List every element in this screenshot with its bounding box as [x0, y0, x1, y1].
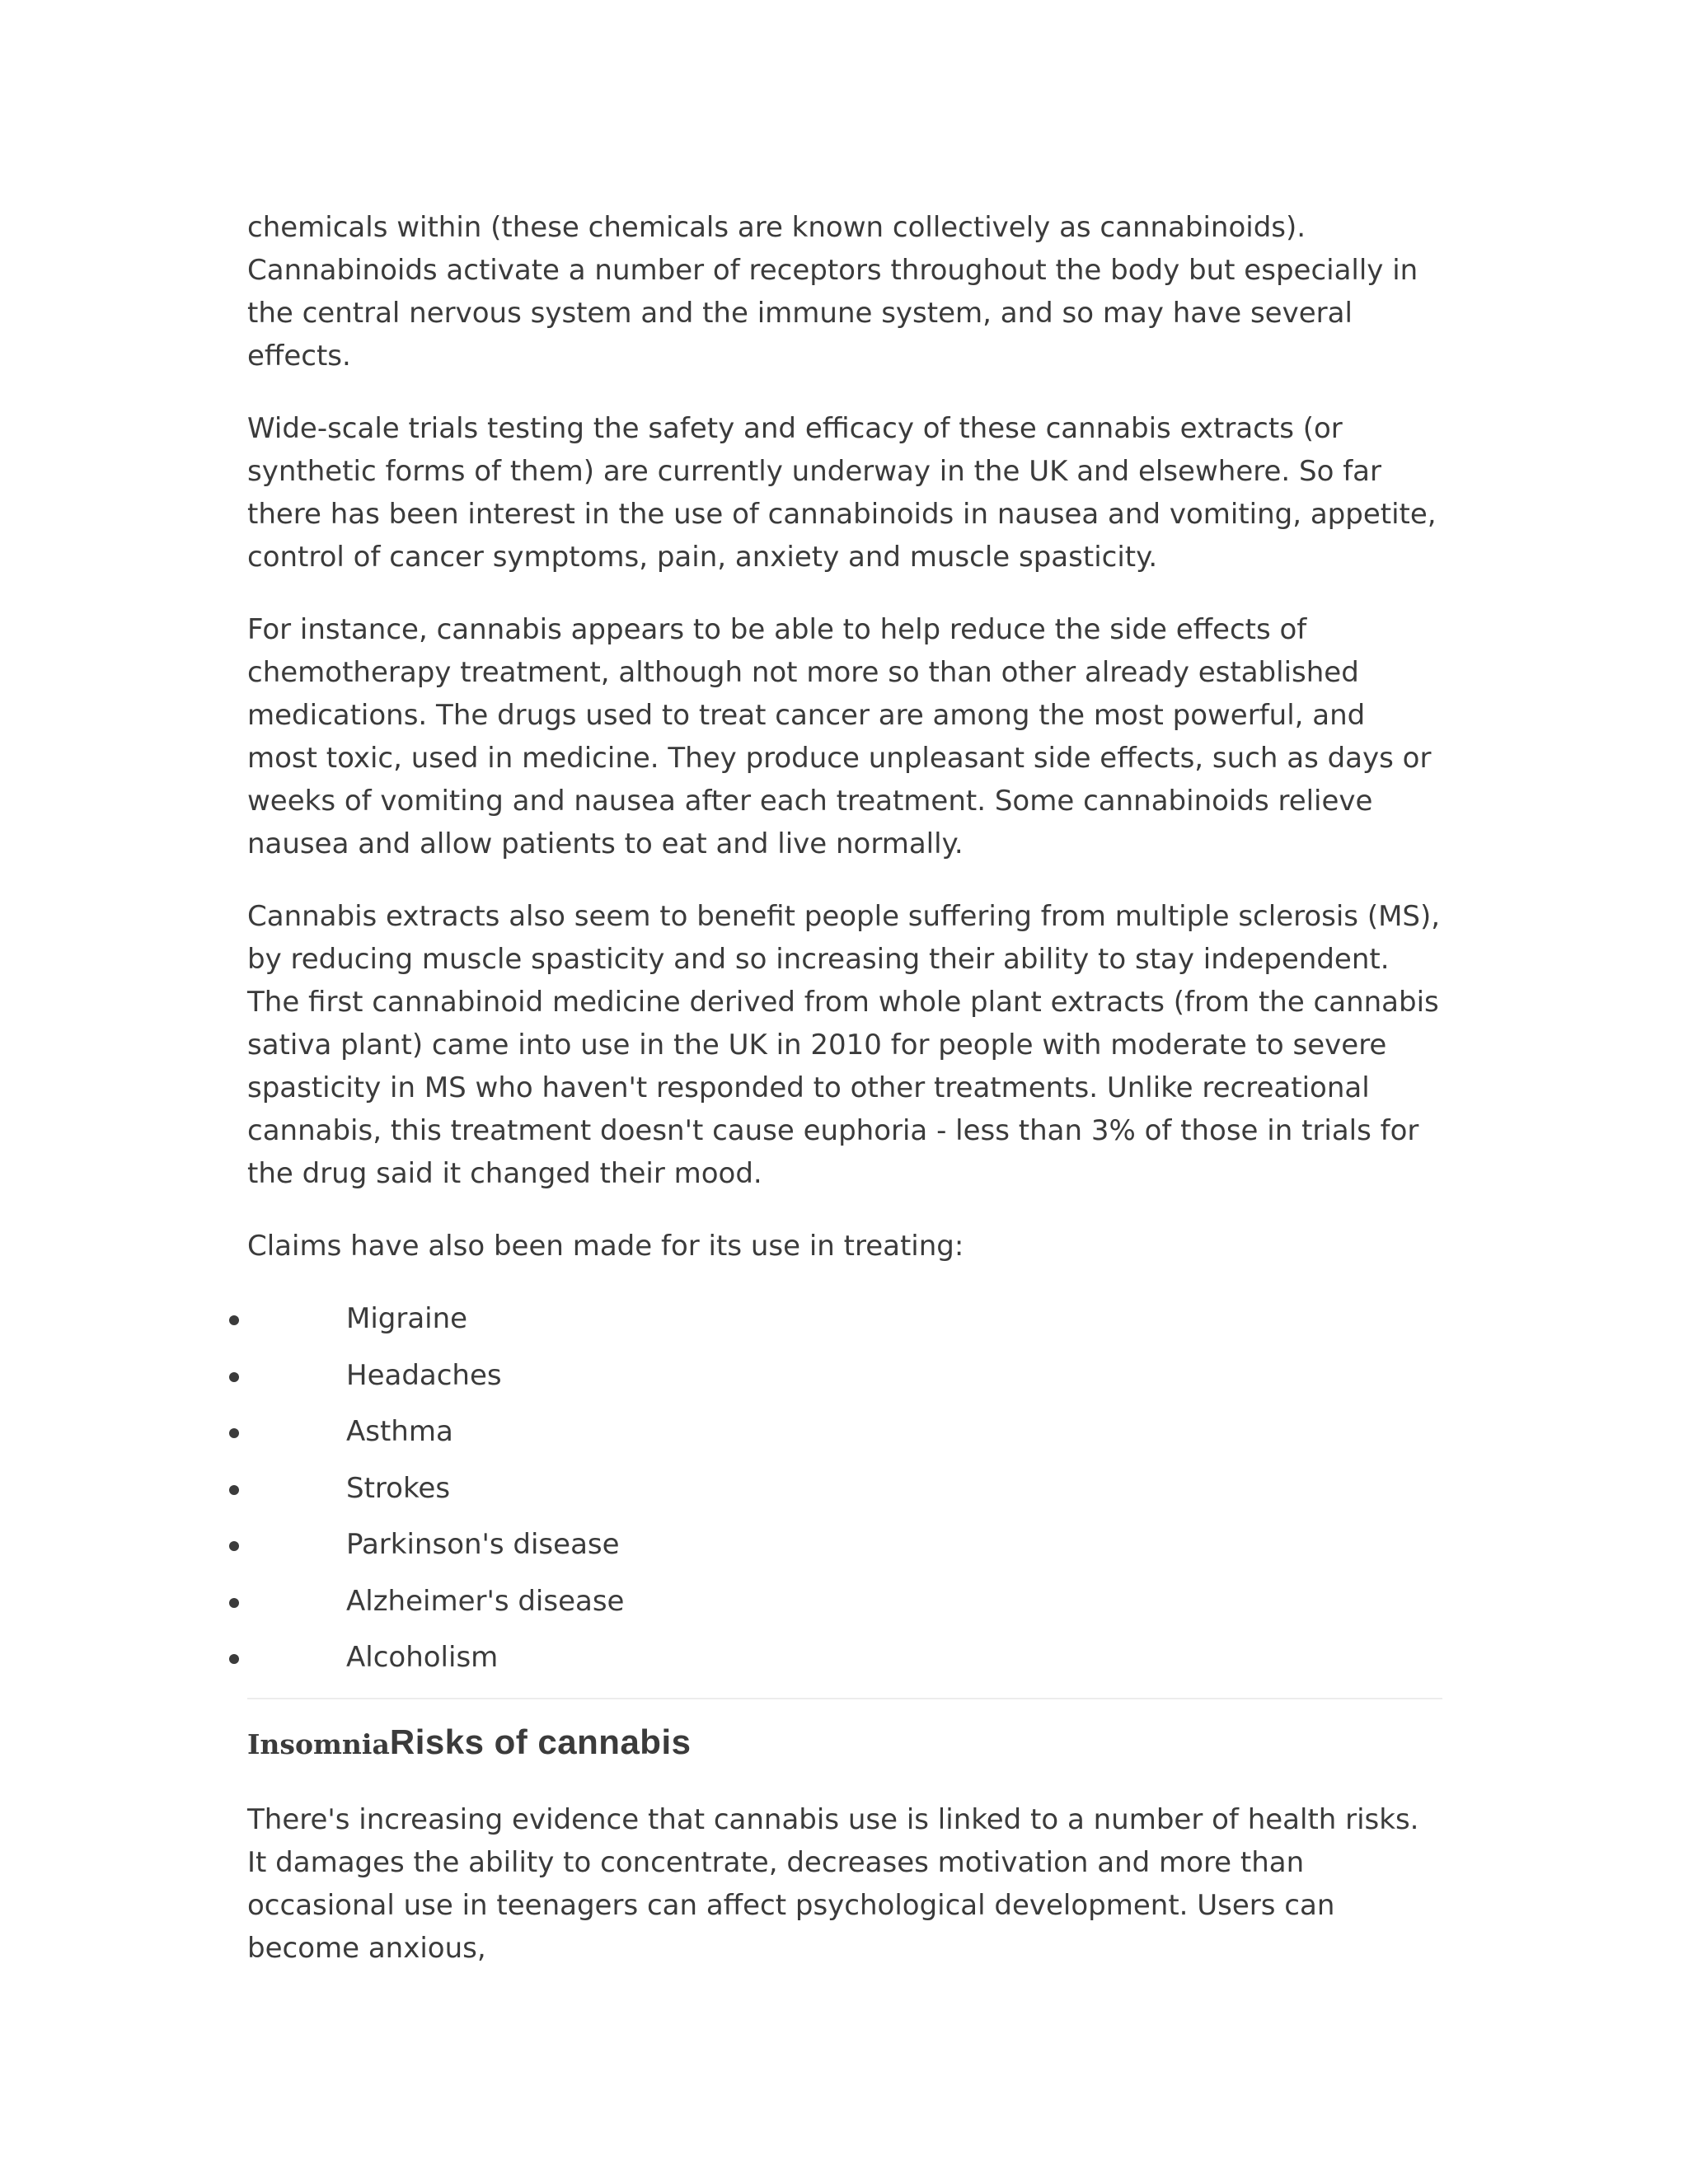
section-divider [247, 1698, 1442, 1699]
bullet-icon [229, 1541, 239, 1551]
list-item-label: Alcoholism [346, 1641, 499, 1674]
list-item-label: Headaches [346, 1358, 502, 1392]
section-heading [247, 1722, 1442, 1762]
paragraph-wide-scale-trials: Wide-scale trials testing the safety and efficacy of these cannabis extracts (or synthetic forms of them) are currently underway in the UK and elsewhere. So far there has been interest in the use of cannabinoids in nausea and vomiting, appetite, control of cancer symptoms, pain, anxiety and muscle spasticity. [247, 412, 1437, 574]
list-item [247, 1410, 1442, 1467]
list-item [247, 1354, 1442, 1411]
list-item-label: Asthma [346, 1415, 453, 1448]
list-item [247, 1297, 1442, 1354]
paragraph-multiple-sclerosis: Cannabis extracts also seem to benefit people suffering from multiple sclerosis (MS), by reducing muscle spasticity and so increasing their ability to stay independent. The first cannabinoid medicine derived from whole plant extracts (from the cannabis sativa plant) came into use in the UK in 2010 for people with moderate to severe spasticity in MS who haven't responded to other treatments. Unlike recreational cannabis, this treatment doesn't cause euphoria - less than 3% of those in trials for the drug said it changed their mood. [247, 900, 1441, 1190]
paragraph-cannabinoids-intro: chemicals within (these chemicals are known collectively as cannabinoids). Cannabinoids activate a number of receptors throughout the body but especially in the central nervous system and the immune system, and so may have several effects. [247, 211, 1418, 373]
paragraph-chemotherapy: For instance, cannabis appears to be able to help reduce the side effects of chemotherapy treatment, although not more so than other already established medications. The drugs used to treat cancer are among the most powerful, and most toxic, used in medicine. They produce unpleasant side effects, such as days or weeks of vomiting and nausea after each treatment. Some cannabinoids relieve nausea and allow patients to eat and live normally. [247, 613, 1432, 860]
bullet-icon [229, 1654, 239, 1664]
list-item-label: Strokes [346, 1471, 451, 1505]
bullet-icon [229, 1428, 239, 1438]
document-page [247, 206, 1442, 1999]
list-item [247, 1636, 1442, 1693]
bullet-icon [229, 1598, 239, 1608]
claims-bullet-list [247, 1297, 1442, 1693]
list-item [247, 1467, 1442, 1524]
heading-title: Risks of cannabis [389, 1722, 692, 1761]
heading-prefix: Insomnia [247, 1727, 390, 1760]
bullet-icon [229, 1315, 239, 1325]
list-item-label: Parkinson's disease [346, 1528, 620, 1561]
paragraph-health-risks: There's increasing evidence that cannabis use is linked to a number of health risks. It damages the ability to concentrate, decreases motivation and more than occasional use in teenagers can affect psychological development. Users can become anxious, [247, 1802, 1419, 1965]
bullet-icon [229, 1372, 239, 1382]
list-item-label: Migraine [346, 1302, 468, 1335]
list-item [247, 1580, 1442, 1637]
bullet-icon [229, 1485, 239, 1495]
list-item-label: Alzheimer's disease [346, 1584, 625, 1618]
list-item [247, 1523, 1442, 1580]
paragraph-claims-intro: Claims have also been made for its use in treating: [247, 1230, 964, 1263]
